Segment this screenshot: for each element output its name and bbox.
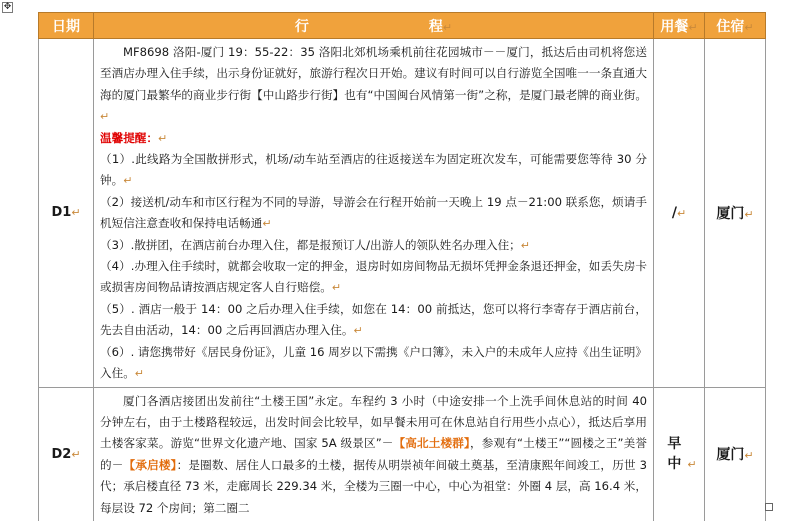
d1-tip-1: （1）.此线路为全国散拼形式，机场/动车站至酒店的往返接送车为固定班次发车，可能需要您等待 30 分钟。↵ xyxy=(100,152,647,188)
table-move-handle-icon[interactable]: ✥ xyxy=(3,2,12,12)
table-resize-handle[interactable] xyxy=(765,503,773,511)
d1-tip-5: （5）. 酒店一般于 14：00 之后办理入住手续，如您在 14：00 前抵达，您可以将行李寄存于酒店前台，先去自由活动，14：00 之后再回酒店办理入住。↵ xyxy=(100,301,647,338)
d1-tip-6: （6）. 请您携带好《居民身份证》，儿童 16 周岁以下需携《户口簿》，未入户的未成年人应持《出生证明》入住。↵ xyxy=(100,344,647,381)
paragraph-mark: ↵ xyxy=(442,20,453,34)
d1-tips-title: 温馨提醒：↵ xyxy=(100,130,168,145)
d1-tip-3: （3）.散拼团，在酒店前台办理入住，都是报预订人/出游人的领队姓名办理入住；↵ xyxy=(100,237,530,252)
d1-tip-2: （2）接送机/动车和市区行程为不同的导游，导游会在行程开始前一天晚上 19 点－21:00 联系您，烦请手机短信注意查收和保持电话畅通↵ xyxy=(100,194,647,231)
d2-text: 厦门各酒店接团出发前往“土楼王国”永定。车程约 3 小时（中途安排一个上洗手间休息站的时间 40 分钟左右，由于土楼路程较远，出发时间会比较早，如早餐未用可在休息站自行用些小点心），抵达后享用土楼客家菜。游览“世界文化遗产地、国家 5A 级景区”－【高北土楼群】，参观有“土楼王”“圆楼之王”美誉的－【承启楼】：是圈数、居住人口最多的土楼，据传从明崇祯年间破土奠基，至清康熙年间竣工，历世 3 代；承启楼直径 73 米，走廊周长 229.34 米，全楼为三圈一中心，中心为祖堂：外圈 4 层，高 16.4 米，每层设 72 个房间；第二圈二 xyxy=(100,393,648,515)
table-row-d2 xyxy=(39,387,766,521)
itinerary-cell-d2[interactable] xyxy=(94,387,654,521)
d1-tip-4: （4）.办理入住手续时，就都会收取一定的押金，退房时如房间物品无损坏凭押金条退还押金，如丢失房卡或损害房间物品请按酒店规定客人自行赔偿。↵ xyxy=(100,259,647,295)
table-row-d1 xyxy=(39,39,766,388)
header-itinerary-right: 程 xyxy=(428,18,443,35)
header-meal: 用餐↵ xyxy=(654,13,705,39)
stay-cell-d1: 厦门↵ xyxy=(705,39,766,388)
itinerary-table xyxy=(38,12,766,521)
header-itinerary-left: 行 xyxy=(294,18,309,35)
header-day: 日期 xyxy=(39,13,94,39)
stay-cell-d2: 厦门↵ xyxy=(705,387,766,521)
d1-intro: MF8698 洛阳-厦门 19：55-22：35 洛阳北郊机场乘机前往花园城市－－厦门，抵达后由司机将您送至酒店办理入住手续，出示身份证就好，旅游行程次日开始。建议有时间可以自行游览全国唯一一条直通大海的厦门最繁华的商业步行街【中山路步行街】也有“中国闽台风情第一街”之称，是厦门最老牌的商业街。↵ xyxy=(100,45,647,124)
header-stay: 住宿↵ xyxy=(705,13,766,39)
header-itinerary xyxy=(94,13,654,39)
table-header-row xyxy=(39,13,766,39)
d2-highlight-gaobei: 【高北土楼群】 xyxy=(393,436,470,451)
meal-cell-d2: 早中 ↵ xyxy=(654,387,705,521)
d2-highlight-chengqi: 【承启楼】 xyxy=(123,457,177,472)
meal-cell-d1: /↵ xyxy=(654,39,705,388)
day-cell-d2: D2↵ xyxy=(39,387,94,521)
itinerary-cell-d1[interactable] xyxy=(94,39,654,388)
day-cell-d1: D1↵ xyxy=(39,39,94,388)
